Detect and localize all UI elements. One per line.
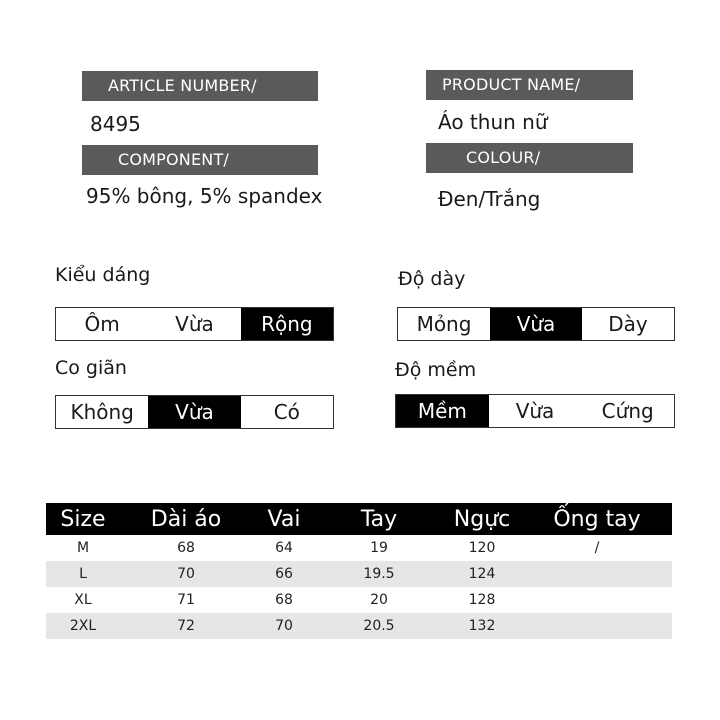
table-cell: 70 — [120, 561, 252, 587]
stretch-option-vua[interactable]: Vừa — [148, 396, 240, 428]
softness-selector — [395, 394, 675, 428]
table-cell: 19.5 — [316, 561, 442, 587]
fit-option-om[interactable]: Ôm — [84, 312, 120, 336]
header-chest: Ngực — [442, 503, 522, 535]
table-cell: 128 — [468, 592, 496, 608]
stretch-option-khong[interactable]: Không — [70, 400, 134, 424]
table-row — [46, 613, 672, 639]
table-cell — [522, 587, 672, 613]
header-sleeve-opening: Ống tay — [522, 503, 672, 535]
softness-option-cung[interactable]: Cứng — [601, 399, 654, 423]
thickness-selector — [397, 307, 675, 341]
table-cell: L — [46, 561, 120, 587]
article-number-label: ARTICLE NUMBER/ — [82, 71, 318, 101]
thickness-option-mong[interactable]: Mỏng — [416, 312, 472, 336]
table-cell: 20.5 — [316, 613, 442, 639]
softness-option-mem[interactable]: Mềm — [396, 395, 489, 427]
table-cell — [522, 613, 672, 639]
table-cell: M — [76, 540, 90, 556]
table-cell: 72 — [120, 613, 252, 639]
product-name-value: Áo thun nữ — [438, 110, 548, 134]
table-cell: 66 — [252, 561, 316, 587]
colour-value: Đen/Trắng — [438, 187, 541, 211]
table-cell: 124 — [442, 561, 522, 587]
article-number-value: 8495 — [90, 112, 141, 136]
softness-title: Độ mềm — [395, 359, 477, 381]
component-label: COMPONENT/ — [82, 145, 318, 175]
table-cell: 132 — [442, 613, 522, 639]
table-cell: 2XL — [46, 613, 120, 639]
size-table-header — [46, 503, 672, 535]
thickness-option-vua[interactable]: Vừa — [490, 308, 582, 340]
table-row — [46, 587, 672, 613]
product-name-label: PRODUCT NAME/ — [426, 70, 633, 100]
stretch-selector — [55, 395, 334, 429]
table-cell: 68 — [177, 540, 195, 556]
softness-option-vua[interactable]: Vừa — [515, 399, 555, 423]
table-cell: 64 — [275, 540, 293, 556]
header-sleeve: Tay — [316, 503, 442, 535]
stretch-option-co[interactable]: Có — [273, 400, 300, 424]
fit-title: Kiểu dáng — [55, 264, 151, 286]
table-cell: 70 — [252, 613, 316, 639]
table-cell: 120 — [468, 540, 496, 556]
table-cell — [522, 561, 672, 587]
thickness-option-day[interactable]: Dày — [608, 312, 648, 336]
component-value: 95% bông, 5% spandex — [86, 184, 323, 208]
table-cell: 20 — [370, 592, 388, 608]
fit-option-rong[interactable]: Rộng — [241, 308, 333, 340]
table-cell: 71 — [177, 592, 195, 608]
table-cell: 19 — [370, 540, 388, 556]
table-row — [46, 561, 672, 587]
thickness-title: Độ dày — [398, 268, 466, 290]
header-size: Size — [46, 503, 120, 535]
colour-label: COLOUR/ — [426, 143, 633, 173]
table-cell: / — [594, 540, 600, 556]
fit-option-vua[interactable]: Vừa — [175, 312, 214, 336]
table-row — [46, 535, 672, 561]
header-shoulder: Vai — [252, 503, 316, 535]
table-cell: 68 — [275, 592, 293, 608]
fit-selector — [55, 307, 334, 341]
size-table — [46, 503, 672, 639]
header-length: Dài áo — [120, 503, 252, 535]
stretch-title: Co giãn — [55, 357, 127, 379]
table-cell: XL — [74, 592, 92, 608]
